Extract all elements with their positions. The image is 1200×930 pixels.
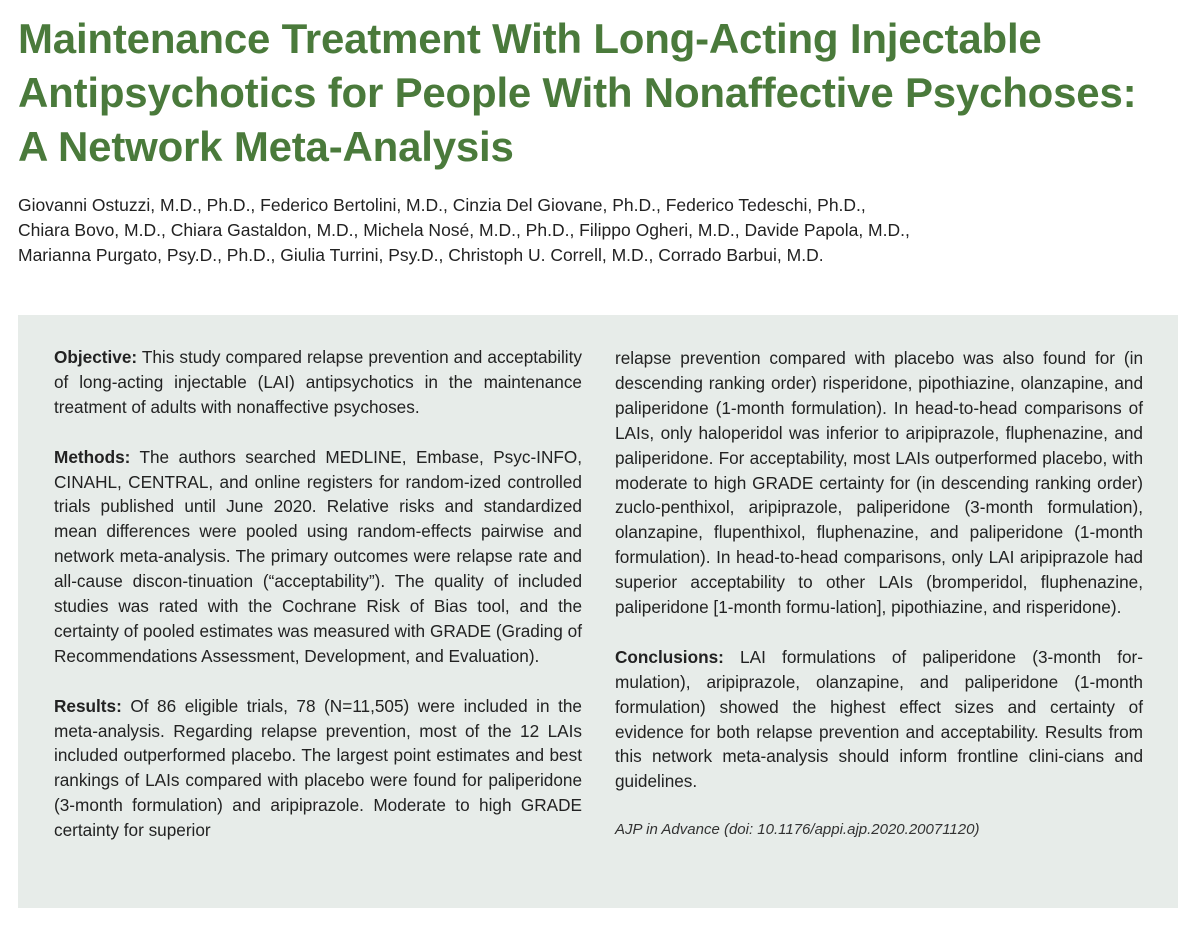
methods-text: The authors searched MEDLINE, Embase, Psyc-INFO, CINAHL, CENTRAL, and online registers for random-ized controlled trials published until June 2020. Relative risks and standardized mean differences were pooled using random-effects pairwise and network meta-analysis. The primary outcomes were relapse rate and all-cause discon-tinuation (“acceptability”). The quality of included studies was rated with the Cochrane Risk of Bias tool, and the certainty of pooled estimates was measured with GRADE (Grading of Recommendations Assessment, Development, and Evaluation). xyxy=(54,446,582,666)
authors-line-3: Marianna Purgato, Psy.D., Ph.D., Giulia Turrini, Psy.D., Christoph U. Correll, M.D., Corrado Barbui, M.D. xyxy=(18,245,824,265)
objective-paragraph xyxy=(54,345,582,420)
results-continued-paragraph xyxy=(615,346,1143,620)
article-title xyxy=(18,12,1188,174)
results-continued-text: relapse prevention compared with placebo was also found for (in descending ranking order) risperidone, pipothiazine, olanzapine, and paliperidone (1-month formulation). In head-to-head comparisons of LAIs, only haloperidol was inferior to aripiprazole, fluphenazine, and paliperidone. For acceptability, most LAIs outperformed placebo, with moderate to high GRADE certainty for (in descending ranking order) zuclo-penthixol, aripiprazole, paliperidone (3-month formulation), olanzapine, flupenthixol, fluphenazine, and paliperidone (1-month formulation). In head-to-head comparisons, only LAI aripiprazole had superior acceptability to other LAIs (bromperidol, fluphenazine, paliperidone [1-month formu-lation], pipothiazine, and risperidone). xyxy=(615,348,1143,618)
methods-label: Methods: xyxy=(54,446,131,467)
author-list xyxy=(18,193,1188,268)
conclusions-paragraph xyxy=(615,645,1143,794)
title-line-1: Maintenance Treatment With Long-Acting Injectable xyxy=(18,15,1042,62)
authors-line-2: Chiara Bovo, M.D., Chiara Gastaldon, M.D., Michela Nosé, M.D., Ph.D., Filippo Ogheri, M.D., Davide Papola, M.D., xyxy=(18,220,910,240)
title-line-2: Antipsychotics for People With Nonaffective Psychoses: xyxy=(18,69,1137,116)
abstract-box xyxy=(18,315,1178,908)
conclusions-label: Conclusions: xyxy=(615,646,724,667)
abstract-column-right xyxy=(615,346,1143,841)
objective-label: Objective: xyxy=(54,347,138,367)
conclusions-text: LAI formulations of paliperidone (3-month for-mulation), aripiprazole, olanzapine, and paliperidone (1-month formulation) showed the highest effect sizes and certainty of evidence for both relapse prevention and acceptability. Results from this network meta-analysis should inform frontline clini-cians and guidelines. xyxy=(615,646,1143,792)
objective-text: This study compared relapse prevention and acceptability of long-acting injectable (LAI) antipsychotics in the maintenance treatment of adults with nonaffective psychoses. xyxy=(54,347,582,417)
results-label: Results: xyxy=(54,695,122,716)
authors-line-1: Giovanni Ostuzzi, M.D., Ph.D., Federico Bertolini, M.D., Cinzia Del Giovane, Ph.D., Federico Tedeschi, Ph.D., xyxy=(18,195,866,215)
abstract-column-left xyxy=(54,345,582,868)
title-line-3: A Network Meta-Analysis xyxy=(18,123,514,170)
results-paragraph xyxy=(54,694,582,843)
citation: AJP in Advance (doi: 10.1176/appi.ajp.2020.20071120) xyxy=(615,821,980,839)
results-text: Of 86 eligible trials, 78 (N=11,505) were included in the meta-analysis. Regarding relapse prevention, most of the 12 LAIs included outperformed placebo. The largest point estimates and best rankings of LAIs compared with placebo were found for paliperidone (3-month formulation) and aripiprazole. Moderate to high GRADE certainty for superior xyxy=(54,695,582,841)
methods-paragraph xyxy=(54,445,582,669)
